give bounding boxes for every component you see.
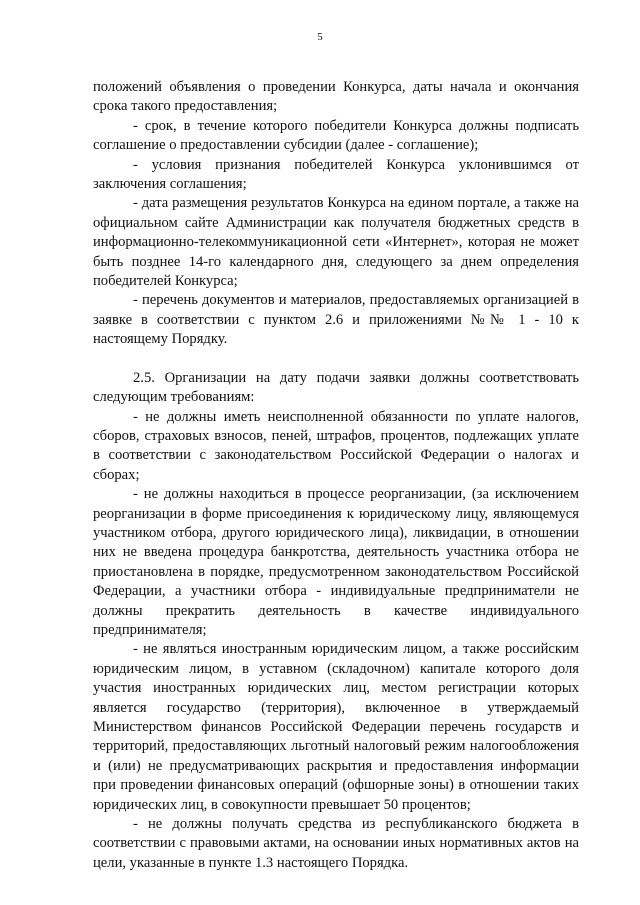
paragraph-signing-deadline: - срок, в течение которого победители Конкурса должны подписать соглашение о предоставлении субсидии (далее - соглашение); xyxy=(93,117,579,154)
paragraph-requirement-budget-funds: - не должны получать средства из республиканского бюджета в соответствии с правовыми актами, на основании иных нормативных актов на цели, указанные в пункте 1.3 настоящего Порядка. xyxy=(93,816,579,871)
paragraph-requirement-taxes: - не должны иметь неисполненной обязанности по уплате налогов, сборов, страховых взносов, пеней, штрафов, процентов, подлежащих уплате в соответствии с законодательством Российской Федерации о налогах и сборах; xyxy=(93,408,579,483)
page-number: 5 xyxy=(317,31,323,43)
paragraph-section-2-5: 2.5. Организации на дату подачи заявки должны соответствовать следующим требованиям: xyxy=(93,369,579,406)
paragraph-continuation: положений объявления о проведении Конкурса, даты начала и окончания срока такого предоставления; xyxy=(93,79,579,115)
paragraph-requirement-foreign-entity: - не являться иностранным юридическим лицом, а также российским юридическим лицом, в уставном (складочном) капитале которого доля участия иностранных юридических лиц, местом регистрации которых является государство (территория), включенное в утверждаемый Министерством финансов Российской Федерации перечень государств и территорий, предоставляющих льготный налоговый режим налогообложения и (или) не предусматривающих раскрытия и предоставления информации при проведении финансовых операций (офшорные зоны) в отношении таких юридических лиц, в совокупности превышает 50 процентов; xyxy=(93,641,579,813)
paragraph-documents-list: - перечень документов и материалов, предоставляемых организацией в заявке в соответствии с пунктом 2.6 и приложениями №№ 1 - 10 к настоящему Порядку. xyxy=(93,292,579,348)
document-body xyxy=(93,78,579,873)
paragraph-evasion-conditions: - условия признания победителей Конкурса уклонившимся от заключения соглашения; xyxy=(93,156,579,193)
paragraph-requirement-reorganization: - не должны находиться в процессе реорганизации, (за исключением реорганизации в форме присоединения к юридическому лицу, являющемуся участником отбора, другого юридического лица), ликвидации, в отношении них не введена процедура банкротства, деятельность участника отбора не приостановлена в порядке, предусмотренном законодательством Российской Федерации, а участники отбора - индивидуальные предприниматели не должны прекратить деятельность в качестве индивидуального предпринимателя; xyxy=(93,486,579,638)
paragraph-results-publication: - дата размещения результатов Конкурса на едином портале, а также на официальном сайте Администрации как получателя бюджетных средств в информационно-телекоммуникационной сети «Интернет», которая не может быть позднее 14-го календарного дня, следующего за днем определения победителей Конкурса; xyxy=(93,195,579,290)
